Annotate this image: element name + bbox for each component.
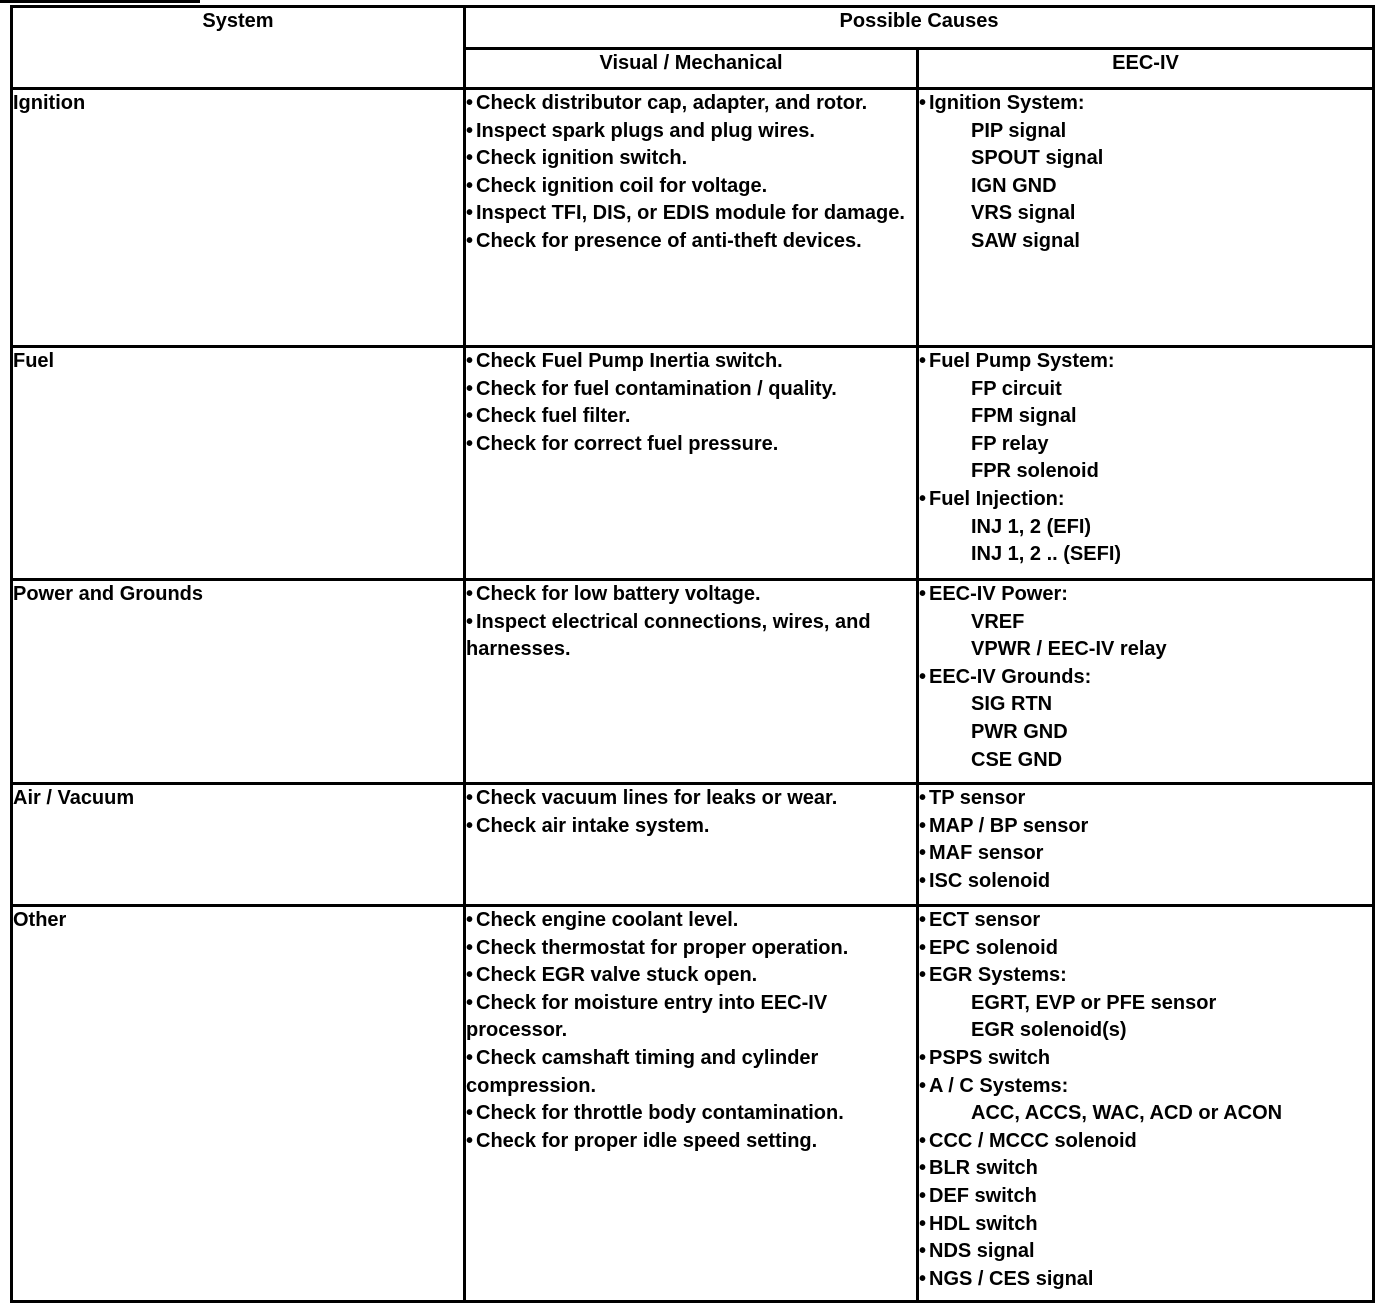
visual-check-item <box>466 348 916 376</box>
eec-item-label: MAF sensor <box>929 842 1044 865</box>
visual-check-text: Check engine coolant level. <box>476 909 739 931</box>
system-cell: Ignition <box>12 89 465 347</box>
eec-item <box>919 348 1372 376</box>
eec-subitem: IGN GND <box>971 174 1057 197</box>
visual-check-item <box>466 90 916 118</box>
visual-check-item <box>466 813 916 841</box>
eec-subitem: SIG RTN <box>971 693 1053 716</box>
table-row <box>12 906 1374 1302</box>
eec-item-label: MAP / BP sensor <box>929 814 1089 837</box>
visual-check-text: Check for correct fuel pressure. <box>476 432 779 455</box>
eec-item-label: ECT sensor <box>929 909 1041 931</box>
bullet-icon: • <box>466 92 474 114</box>
bullet-icon: • <box>466 991 474 1014</box>
eec-subitem: PIP signal <box>971 119 1067 142</box>
bullet-icon: • <box>919 1240 927 1263</box>
bullet-icon: • <box>466 964 474 987</box>
visual-mechanical-header: Visual / Mechanical <box>465 49 918 89</box>
visual-check-text: Check fuel filter. <box>476 405 631 428</box>
visual-check-text: Check vacuum lines for leaks or wear. <box>476 787 838 809</box>
system-cell: Other <box>12 906 465 1302</box>
eec-item <box>919 1155 1372 1183</box>
bullet-icon: • <box>466 229 474 252</box>
eec-item <box>919 935 1372 963</box>
bullet-icon: • <box>466 350 474 372</box>
bullet-icon: • <box>919 1046 927 1069</box>
bullet-icon: • <box>919 842 927 865</box>
eec-item <box>919 581 1372 609</box>
eec-item <box>919 868 1372 896</box>
eec-item-label: PSPS switch <box>929 1046 1051 1069</box>
eec-item-label: BLR switch <box>929 1157 1038 1180</box>
eec-iv-cell <box>918 906 1374 1302</box>
eec-item-label: A / C Systems: <box>929 1074 1069 1097</box>
bullet-icon: • <box>466 174 474 197</box>
visual-check-item <box>466 990 916 1045</box>
eec-item-label: EPC solenoid <box>929 936 1058 959</box>
eec-item-label: EEC-IV Power: <box>929 583 1068 605</box>
eec-subitem: FP circuit <box>971 377 1062 400</box>
bullet-icon: • <box>919 583 927 605</box>
visual-check-text: Check EGR valve stuck open. <box>476 964 758 987</box>
bullet-icon: • <box>919 1129 927 1152</box>
bullet-icon: • <box>466 610 474 633</box>
possible-causes-header: Possible Causes <box>465 7 1374 49</box>
bullet-icon: • <box>466 432 474 455</box>
eec-subitem: VREF <box>971 610 1025 633</box>
visual-check-item <box>466 1045 916 1100</box>
bullet-icon: • <box>919 936 927 959</box>
visual-check-item <box>466 962 916 990</box>
eec-item <box>919 664 1372 692</box>
bullet-icon: • <box>919 869 927 892</box>
eec-item-label: HDL switch <box>929 1212 1038 1235</box>
visual-check-item <box>466 785 916 813</box>
eec-item <box>919 1183 1372 1211</box>
system-cell: Fuel <box>12 347 465 580</box>
bullet-icon: • <box>919 964 927 987</box>
system-header: System <box>12 7 465 89</box>
page-corner-mark <box>0 0 200 3</box>
bullet-icon: • <box>466 1102 474 1125</box>
visual-check-item <box>466 431 916 459</box>
bullet-icon: • <box>466 1129 474 1152</box>
eec-item-label: ISC solenoid <box>929 869 1051 892</box>
visual-check-text: Inspect TFI, DIS, or EDIS module for damage. <box>476 202 905 225</box>
eec-item <box>919 1045 1372 1073</box>
eec-item <box>919 1073 1372 1101</box>
table-row <box>12 347 1374 580</box>
visual-check-text: Check ignition switch. <box>476 147 688 170</box>
eec-iv-cell <box>918 89 1374 347</box>
eec-subitem: CSE GND <box>971 748 1063 771</box>
table-row <box>12 89 1374 347</box>
visual-check-item <box>466 376 916 404</box>
visual-mechanical-cell <box>465 784 918 906</box>
visual-check-text: Check thermostat for proper operation. <box>476 936 849 959</box>
visual-check-text: Check for fuel contamination / quality. <box>476 377 837 400</box>
bullet-icon: • <box>466 202 474 225</box>
visual-check-item <box>466 609 916 664</box>
bullet-icon: • <box>466 405 474 428</box>
bullet-icon: • <box>466 119 474 142</box>
eec-subitem: SPOUT signal <box>971 147 1104 170</box>
visual-check-item <box>466 145 916 173</box>
visual-check-text: Check distributor cap, adapter, and rotor. <box>476 92 868 114</box>
visual-check-item <box>466 1100 916 1128</box>
bullet-icon: • <box>919 1212 927 1235</box>
eec-iv-cell <box>918 784 1374 906</box>
eec-subitem: FP relay <box>971 432 1049 455</box>
bullet-icon: • <box>466 583 474 605</box>
bullet-icon: • <box>919 92 927 114</box>
visual-check-text: Inspect spark plugs and plug wires. <box>476 119 815 142</box>
visual-check-item <box>466 200 916 228</box>
eec-iv-header: EEC-IV <box>918 49 1374 89</box>
eec-subitem: SAW signal <box>971 229 1080 252</box>
header-row-top <box>12 7 1374 49</box>
eec-item <box>919 90 1372 118</box>
possible-causes-table <box>10 5 1375 1303</box>
visual-check-text: Check for throttle body contamination. <box>476 1102 844 1125</box>
eec-iv-cell <box>918 347 1374 580</box>
bullet-icon: • <box>466 787 474 809</box>
table-row <box>12 784 1374 906</box>
visual-check-item <box>466 581 916 609</box>
visual-check-item <box>466 118 916 146</box>
bullet-icon: • <box>919 787 927 809</box>
bullet-icon: • <box>466 936 474 959</box>
bullet-icon: • <box>919 1074 927 1097</box>
visual-check-text: Check camshaft timing and cylinder compression. <box>466 1046 819 1097</box>
bullet-icon: • <box>466 377 474 400</box>
eec-item-label: Fuel Injection: <box>929 487 1065 510</box>
eec-subitem: PWR GND <box>971 720 1068 743</box>
visual-mechanical-cell <box>465 89 918 347</box>
eec-item <box>919 813 1372 841</box>
visual-check-item <box>466 935 916 963</box>
visual-check-item <box>466 173 916 201</box>
eec-subitem: VRS signal <box>971 202 1076 225</box>
eec-iv-cell <box>918 580 1374 784</box>
bullet-icon: • <box>919 487 927 510</box>
visual-check-text: Inspect electrical connections, wires, and harnesses. <box>466 610 871 661</box>
eec-item-label: TP sensor <box>929 787 1026 809</box>
eec-item <box>919 1211 1372 1239</box>
eec-item <box>919 785 1372 813</box>
eec-item <box>919 1266 1372 1294</box>
visual-check-text: Check for low battery voltage. <box>476 583 761 605</box>
system-cell: Air / Vacuum <box>12 784 465 906</box>
eec-subitem: FPM signal <box>971 405 1077 428</box>
visual-mechanical-cell <box>465 906 918 1302</box>
eec-subitem: ACC, ACCS, WAC, ACD or ACON <box>971 1102 1283 1125</box>
eec-item <box>919 486 1372 514</box>
visual-check-item <box>466 907 916 935</box>
bullet-icon: • <box>466 1046 474 1069</box>
table-row <box>12 580 1374 784</box>
bullet-icon: • <box>919 1267 927 1290</box>
visual-check-item <box>466 1128 916 1156</box>
bullet-icon: • <box>919 665 927 688</box>
visual-mechanical-cell <box>465 580 918 784</box>
eec-subitem: EGR solenoid(s) <box>971 1019 1127 1042</box>
bullet-icon: • <box>919 1157 927 1180</box>
system-cell: Power and Grounds <box>12 580 465 784</box>
eec-item-label: NGS / CES signal <box>929 1267 1094 1290</box>
eec-item <box>919 1128 1372 1156</box>
visual-check-item <box>466 403 916 431</box>
eec-subitem: INJ 1, 2 (EFI) <box>971 515 1092 538</box>
visual-check-text: Check for proper idle speed setting. <box>476 1129 818 1152</box>
eec-item-label: DEF switch <box>929 1184 1037 1207</box>
visual-check-item <box>466 228 916 256</box>
visual-check-text: Check ignition coil for voltage. <box>476 174 768 197</box>
eec-subitem: FPR solenoid <box>971 460 1099 483</box>
visual-mechanical-cell <box>465 347 918 580</box>
bullet-icon: • <box>919 909 927 931</box>
eec-item <box>919 907 1372 935</box>
bullet-icon: • <box>466 147 474 170</box>
eec-item-label: Fuel Pump System: <box>929 350 1115 372</box>
eec-subitem: EGRT, EVP or PFE sensor <box>971 991 1217 1014</box>
visual-check-text: Check for moisture entry into EEC-IV processor. <box>466 991 828 1042</box>
bullet-icon: • <box>466 909 474 931</box>
eec-item-label: EEC-IV Grounds: <box>929 665 1092 688</box>
bullet-icon: • <box>919 814 927 837</box>
eec-subitem: VPWR / EEC-IV relay <box>971 638 1167 661</box>
eec-item-label: NDS signal <box>929 1240 1035 1263</box>
eec-item-label: EGR Systems: <box>929 964 1067 987</box>
eec-item <box>919 840 1372 868</box>
visual-check-text: Check Fuel Pump Inertia switch. <box>476 350 783 372</box>
bullet-icon: • <box>466 814 474 837</box>
bullet-icon: • <box>919 350 927 372</box>
eec-item <box>919 962 1372 990</box>
eec-item-label: Ignition System: <box>929 92 1085 114</box>
eec-item <box>919 1238 1372 1266</box>
bullet-icon: • <box>919 1184 927 1207</box>
eec-item-label: CCC / MCCC solenoid <box>929 1129 1137 1152</box>
eec-subitem: INJ 1, 2 .. (SEFI) <box>971 543 1122 566</box>
visual-check-text: Check for presence of anti-theft devices. <box>476 229 862 252</box>
visual-check-text: Check air intake system. <box>476 814 710 837</box>
